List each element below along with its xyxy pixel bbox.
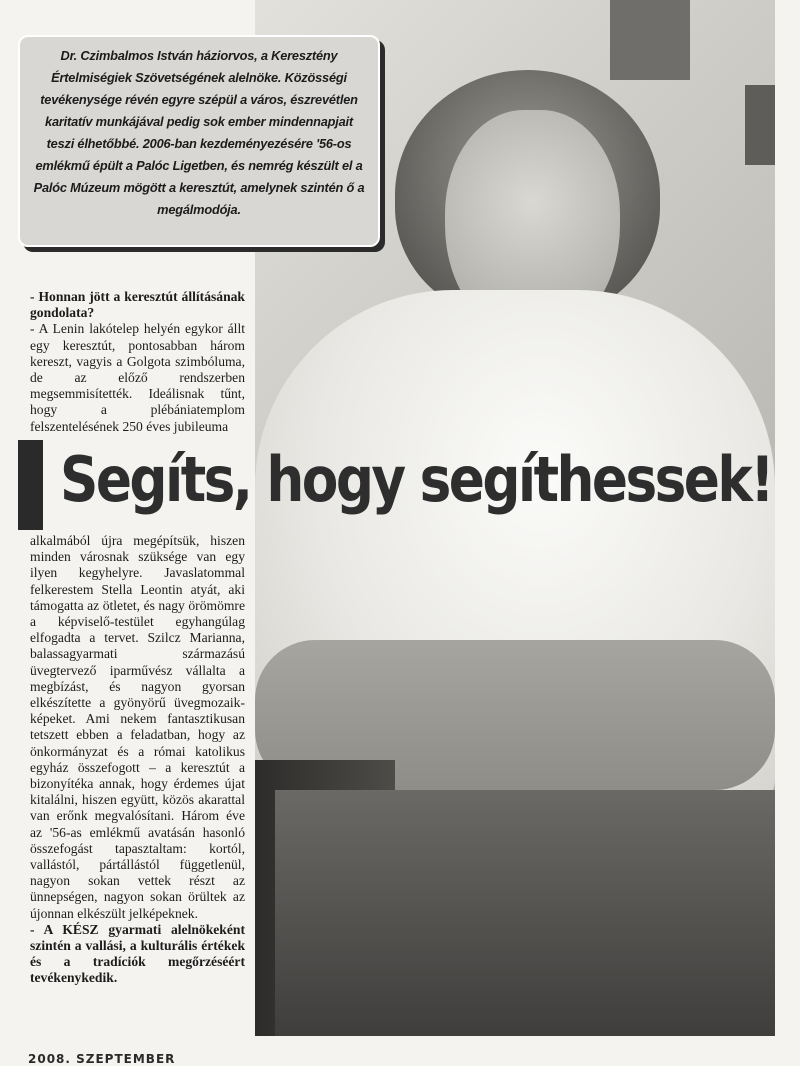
interview-answer-continued: alkalmából újra megépítsük, hiszen minden városnak szüksége van egy ilyen kegyhelyre. Javaslatommal felkerestem Stella Leontin atyát, aki támogatta az ötletet, és nagy örömömre a képviselő-testület egyhangúlag elfogadta a tervet. Szilcz Marianna, balassagyarmati származású üvegtervező iparművész vállalta a megbízást, és nagyon gyorsan elkészítette a gyönyörű üvegmozaik-képeket. Ami nekem fantasztikusan tetszett ebben a feladatban, hogy az önkormányzat és a római katolikus egyház összefogott – a keresztút a bizonyítéka annak, hogy érdemes újat kitalálni, hiszen együtt, közös akarattal van erőnk megvalósítani. Három éve az '56-as emlékmű avatásán hasonló összefogást tapasztaltam: kortól, vallástól, pártállástól függetlenül, nagyon sokan vettek részt az ünnepségen, nagyon sokan örültek az újonnan elkészült jelképeknek. [30,533,245,921]
intro-text: Dr. Czimbalmos István háziorvos, a Keresztény Értelmiségiek Szövetségének alelnöke. Közösségi tevékenysége révén egyre szépül a város, észrevétlen karitatív munkájával pedig sok ember mindennapjait teszi élhetőbbé. 2006-ban kezdeményezésére '56-os emlékmű épült a Palóc Ligetben, és nemrég készült el a Palóc Múzeum mögött a keresztút, amelynek szintén ő a megálmodója. [33,48,365,217]
jeans [275,790,775,1036]
headline-accent-bar [18,440,43,530]
headline: Segíts, hogy segíthessek! [60,443,772,516]
article-column-1 [30,289,245,435]
intro-box [18,35,380,247]
interview-question: - A KÉSZ gyarmati alelnökeként szintén a vallási, a kulturális értékek és a tradíciók megőrzéséért tevékenykedik. [30,921,245,986]
interview-question: - Honnan jött a keresztút állításának gondolata? [30,289,245,321]
wall-picture [745,85,775,165]
wall-picture [610,0,690,80]
issue-date: 2008. SZEPTEMBER [28,1052,176,1066]
article-column-2 [30,533,245,987]
interview-answer: - A Lenin lakótelep helyén egykor állt egy keresztút, pontosabban három kereszt, vagyis a Golgota szimbóluma, de az előző rendszerben megsemmisítették. Ideálisnak tűnt, hogy a plébániatemplom felszentelésének 250 éves jubileuma [30,321,245,434]
